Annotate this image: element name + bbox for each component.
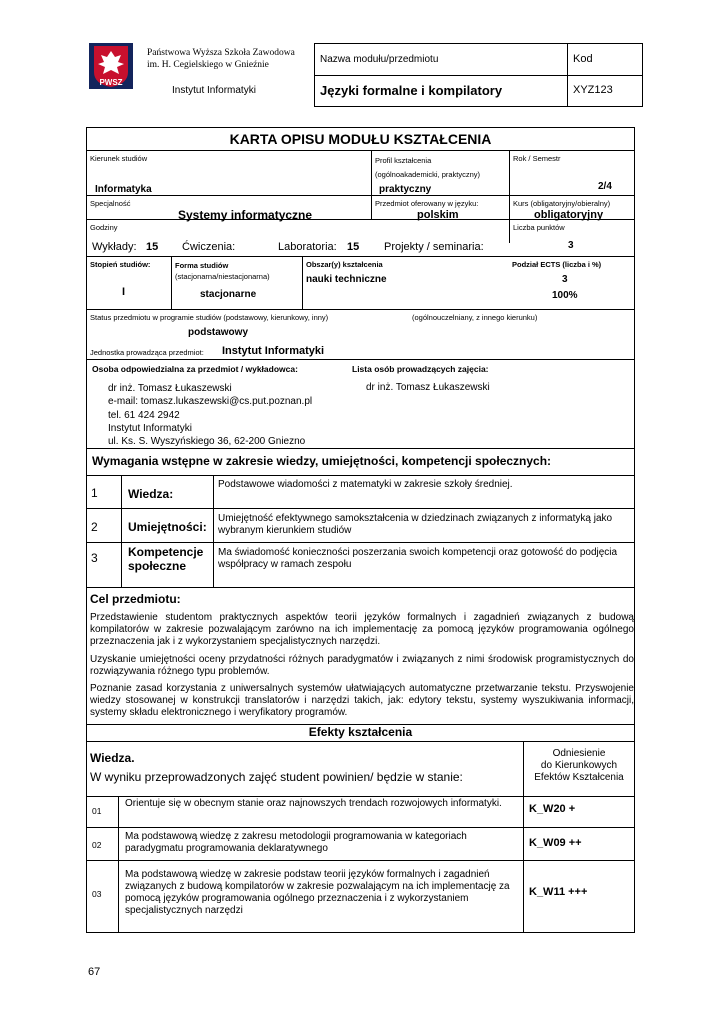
form-label-title: Forma studiów (175, 261, 229, 270)
profile-label-line2: (ogólnoakademicki, praktyczny) (375, 170, 481, 179)
field-value: Informatyka (95, 184, 152, 195)
reference-header (524, 748, 634, 784)
ects-value: 3 (562, 274, 568, 285)
responsible-contact (108, 382, 312, 448)
profile-label-line1: Profil kształcenia (375, 156, 432, 165)
points-label: Liczba punktów (513, 223, 565, 232)
area-label: Obszar(y) kształcenia (306, 260, 383, 269)
prereq-text-2: Umiejętność efektywnego samokształcenia w dziedzinach związanych z informatyką jako wybranym kierunkiem studiów (218, 513, 613, 536)
responsible-label: Osoba odpowiedzialna za przedmiot / wykładowca: (92, 364, 298, 374)
ects-percent: 100% (552, 290, 578, 301)
form-label (175, 260, 270, 282)
status-label-2: (ogólnouczelniany, z innego kierunku) (412, 313, 538, 322)
year-value: 2/4 (598, 181, 612, 192)
staff-value: dr inż. Tomasz Łukaszewski (366, 382, 490, 393)
module-name: Języki formalne i kompilatory (320, 83, 503, 98)
responsible-email: e-mail: tomasz.lukaszewski@cs.put.poznan.pl (108, 396, 313, 408)
responsible-institute: Instytut Informatyki (108, 422, 192, 434)
outcome-ref-1: K_W20 + (529, 803, 576, 815)
reference-header-line2: do Kierunkowych (540, 760, 618, 771)
unit-value: Instytut Informatyki (222, 345, 325, 357)
logo-text: PWSZ (99, 78, 123, 87)
knowledge-intro: W wyniku przeprowadzonych zajęć student powinien/ będzie w stanie: (90, 770, 463, 784)
projects-label: Projekty / seminaria: (384, 241, 484, 253)
goal-paragraph-3: Poznanie zasad korzystania z uniwersalnych systemów ułatwiających automatyczne przetwarzanie tekstu. Przyswojenie wiedzy stosowanej w konstrukcji translatorów i narzędzi takich, jak: edytory tekstu, systemy wyszukiwania informacji, systemy składu elektronicznego i weryfikatory programów. (90, 683, 634, 718)
prereq-text-3: Ma świadomość konieczności poszerzania swoich kompetencji oraz gotowość do podjęcia współpracy w ramach zespołu (218, 547, 618, 570)
level-label: Stopień studiów: (90, 260, 151, 269)
module-code: XYZ123 (573, 84, 613, 96)
code-label: Kod (573, 53, 593, 65)
outcome-num-1: 01 (92, 806, 102, 816)
status-label: Status przedmiotu w programie studiów (podstawowy, kierunkowy, inny) (90, 313, 329, 322)
module-name-label: Nazwa modułu/przedmiotu (320, 54, 439, 65)
outcome-num-3: 03 (92, 889, 102, 899)
outcome-num-2: 02 (92, 840, 102, 850)
goal-title: Cel przedmiotu: (90, 592, 181, 606)
knowledge-title: Wiedza. (90, 751, 135, 765)
responsible-address: ul. Ks. S. Wyszyńskiego 36, 62-200 Gniezno (108, 436, 306, 448)
prereq-label-3: Kompetencje społeczne (128, 545, 204, 573)
school-name-line2: im. H. Cegielskiego w Gnieźnie (147, 60, 269, 70)
prereq-num-3: 3 (91, 551, 98, 565)
reference-header-line3: Efektów Kształcenia (534, 772, 624, 783)
outcome-ref-2: K_W09 ++ (529, 837, 582, 849)
outcome-text-1: Orientuje się w obecnym stanie oraz najnowszych trendach rozwojowych informatyki. (125, 798, 502, 809)
area-value: nauki techniczne (306, 274, 387, 285)
year-label: Rok / Semestr (513, 154, 561, 163)
level-value: I (122, 286, 126, 298)
labs-label: Laboratoria: (278, 241, 337, 253)
eagle-crest-icon (88, 42, 134, 90)
school-logo (88, 42, 134, 90)
form-value: stacjonarne (200, 289, 257, 300)
school-name-line1: Państwowa Wyższa Szkoła Zawodowa (147, 48, 295, 58)
goal-paragraph-1: Przedstawienie studentom praktycznych aspektów teorii języków formalnych i zagadnień związanych z budową kompilatorów w zakresie pozwalającym zarówno na ich implementację za pomocą języków programowania ogólnego przeznaczenia jak i z wykorzystaniem specjalistycznych narzędzi. (90, 612, 634, 647)
lectures-value: 15 (146, 241, 159, 253)
institute-name: Instytut Informatyki (172, 85, 256, 96)
hours-label: Godziny (90, 223, 118, 232)
outcome-ref-3: K_W11 +++ (529, 886, 588, 898)
status-value: podstawowy (188, 327, 249, 338)
outcome-text-2: Ma podstawową wiedzę z zakresu metodologii programowania w kategoriach paradygmatu programowania deklaratywnego (125, 831, 467, 854)
ects-label: Podział ECTS (liczba i %) (512, 260, 602, 269)
prerequisites-title: Wymagania wstępne w zakresie wiedzy, umiejętności, kompetencji społecznych: (92, 454, 552, 468)
prereq-label-1: Wiedza: (128, 487, 174, 501)
prereq-num-1: 1 (91, 486, 98, 500)
exercises-label: Ćwiczenia: (182, 241, 236, 253)
prereq-text-1: Podstawowe wiadomości z matematyki w zakresie szkoły średniej. (218, 479, 513, 490)
profile-label (375, 154, 480, 182)
school-name (147, 47, 295, 71)
unit-label: Jednostka prowadząca przedmiot: (90, 348, 204, 357)
course-label: Kurs (obligatoryjny/obieralny) (513, 199, 611, 208)
lang-value: polskim (417, 209, 459, 221)
spec-value: Systemy informatyczne (178, 208, 313, 222)
card-title: KARTA OPISU MODUŁU KSZTAŁCENIA (229, 131, 492, 147)
reference-header-line1: Odniesienie (552, 748, 606, 759)
goal-paragraph-2: Uzyskanie umiejętności oceny przydatności różnych paradygmatów i związanych z nimi środowisk programistycznych do rozwiązywania różnego typu problemów. (90, 654, 634, 677)
outcomes-title: Efekty kształcenia (308, 725, 413, 739)
field-label: Kierunek studiów (90, 154, 148, 163)
outcome-text-3: Ma podstawową wiedzę w zakresie podstaw teorii języków formalnych i zagadnień związanych z budową kompilatorów w zakresie pozwalającym na ich implementację za pomocą języków programowania ogólnego przeznaczenia i z wykorzystaniem specjalistycznych narzędzi (125, 869, 510, 916)
prereq-num-2: 2 (91, 520, 98, 534)
course-value: obligatoryjny (534, 209, 604, 221)
lang-label: Przedmiot oferowany w języku: (375, 199, 479, 208)
spec-label: Specjalność (90, 199, 131, 208)
staff-label: Lista osób prowadzących zajęcia: (352, 364, 489, 374)
lectures-label: Wykłady: (92, 241, 137, 253)
page-number: 67 (88, 966, 101, 978)
points-value: 3 (568, 240, 574, 251)
responsible-name: dr inż. Tomasz Łukaszewski (108, 383, 232, 394)
responsible-phone: tel. 61 424 2942 (108, 409, 180, 421)
prereq-label-2: Umiejętności: (128, 520, 207, 534)
profile-value: praktyczny (379, 184, 432, 195)
form-label-sub: (stacjonarna/niestacjonarna) (175, 272, 270, 281)
labs-value: 15 (347, 241, 360, 253)
